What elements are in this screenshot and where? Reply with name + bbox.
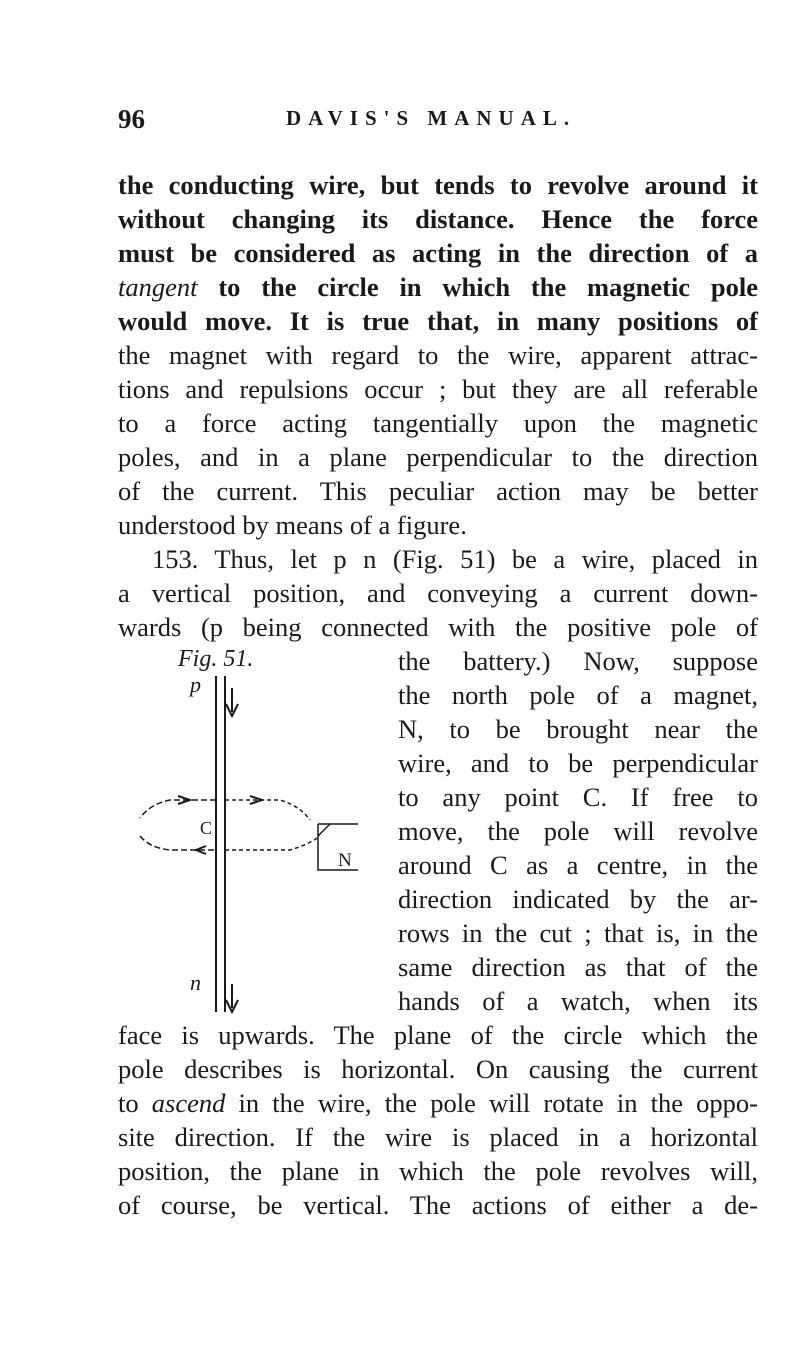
arrow-down-icon — [226, 688, 238, 716]
text-line: 153. Thus, let p n (Fig. 51) be a wire, placed in — [152, 544, 758, 574]
text-line: direction indicated by the ar- — [398, 884, 758, 914]
text-line: the north pole of a magnet, — [398, 680, 758, 710]
text-line: same direction as that of the — [398, 952, 758, 982]
text-line: tangent to the circle in which the magnetic pole — [118, 272, 758, 302]
text-line: hands of a watch, when its — [398, 986, 758, 1016]
arrow-left-icon — [196, 846, 206, 854]
text-line: wards (p being connected with the positive pole of — [118, 612, 758, 642]
text-line: wire, and to be perpendicular — [398, 748, 758, 778]
arrow-right-icon — [250, 796, 262, 804]
text-line: to ascend in the wire, the pole will rotate in the oppo- — [118, 1088, 758, 1118]
rotation-path — [225, 836, 320, 850]
text-line: position, the plane in which the pole revolves will, — [118, 1156, 758, 1186]
text-line: a vertical position, and conveying a current down- — [118, 578, 758, 608]
text-line: of the current. This peculiar action may be better — [118, 476, 758, 506]
page-header — [118, 104, 758, 144]
figure-label-c: C — [200, 818, 213, 838]
figure-label-p: p — [190, 672, 201, 697]
rotation-path — [225, 800, 310, 820]
text-line: the magnet with regard to the wire, apparent attrac- — [118, 340, 758, 370]
figure-label-n: n — [190, 970, 201, 995]
text-line: N, to be brought near the — [398, 714, 758, 744]
text-line: poles, and in a plane perpendicular to the direction — [118, 442, 758, 472]
text-line: to a force acting tangentially upon the magnetic — [118, 408, 758, 438]
text-line: around C as a centre, in the — [398, 850, 758, 880]
text-line: the battery.) Now, suppose — [398, 646, 758, 676]
page-number: 96 — [118, 104, 145, 134]
arrow-right-icon — [178, 796, 190, 804]
text-line: move, the pole will revolve — [398, 816, 758, 846]
figure-label-n-pole: N — [338, 850, 352, 871]
text-line: to any point C. If free to — [398, 782, 758, 812]
text-line: the conducting wire, but tends to revolve around it — [118, 170, 758, 200]
text-line: must be considered as acting in the direction of a — [118, 238, 758, 268]
running-head: DAVIS'S MANUAL. — [286, 106, 577, 130]
text-line: face is upwards. The plane of the circle which the — [118, 1020, 758, 1050]
magnet-edge — [318, 824, 330, 836]
emphasis: ascend — [151, 1088, 226, 1118]
text-line: of course, be vertical. The actions of either a de- — [118, 1190, 758, 1220]
arrow-down-icon — [226, 984, 238, 1012]
text-line: site direction. If the wire is placed in a horizontal — [118, 1122, 758, 1152]
text-line: without changing its distance. Hence the force — [118, 204, 758, 234]
text-line: would move. It is true that, in many positions of — [118, 306, 758, 336]
figure-caption: Fig. 51. — [178, 646, 254, 672]
emphasis: tangent — [118, 272, 198, 302]
text-line: rows in the cut ; that is, in the — [398, 918, 758, 948]
rotation-path — [140, 800, 216, 818]
text-line: tions and repulsions occur ; but they are all referable — [118, 374, 758, 404]
text-line: pole describes is horizontal. On causing the current — [118, 1054, 758, 1084]
text-line: understood by means of a figure. — [118, 510, 467, 540]
